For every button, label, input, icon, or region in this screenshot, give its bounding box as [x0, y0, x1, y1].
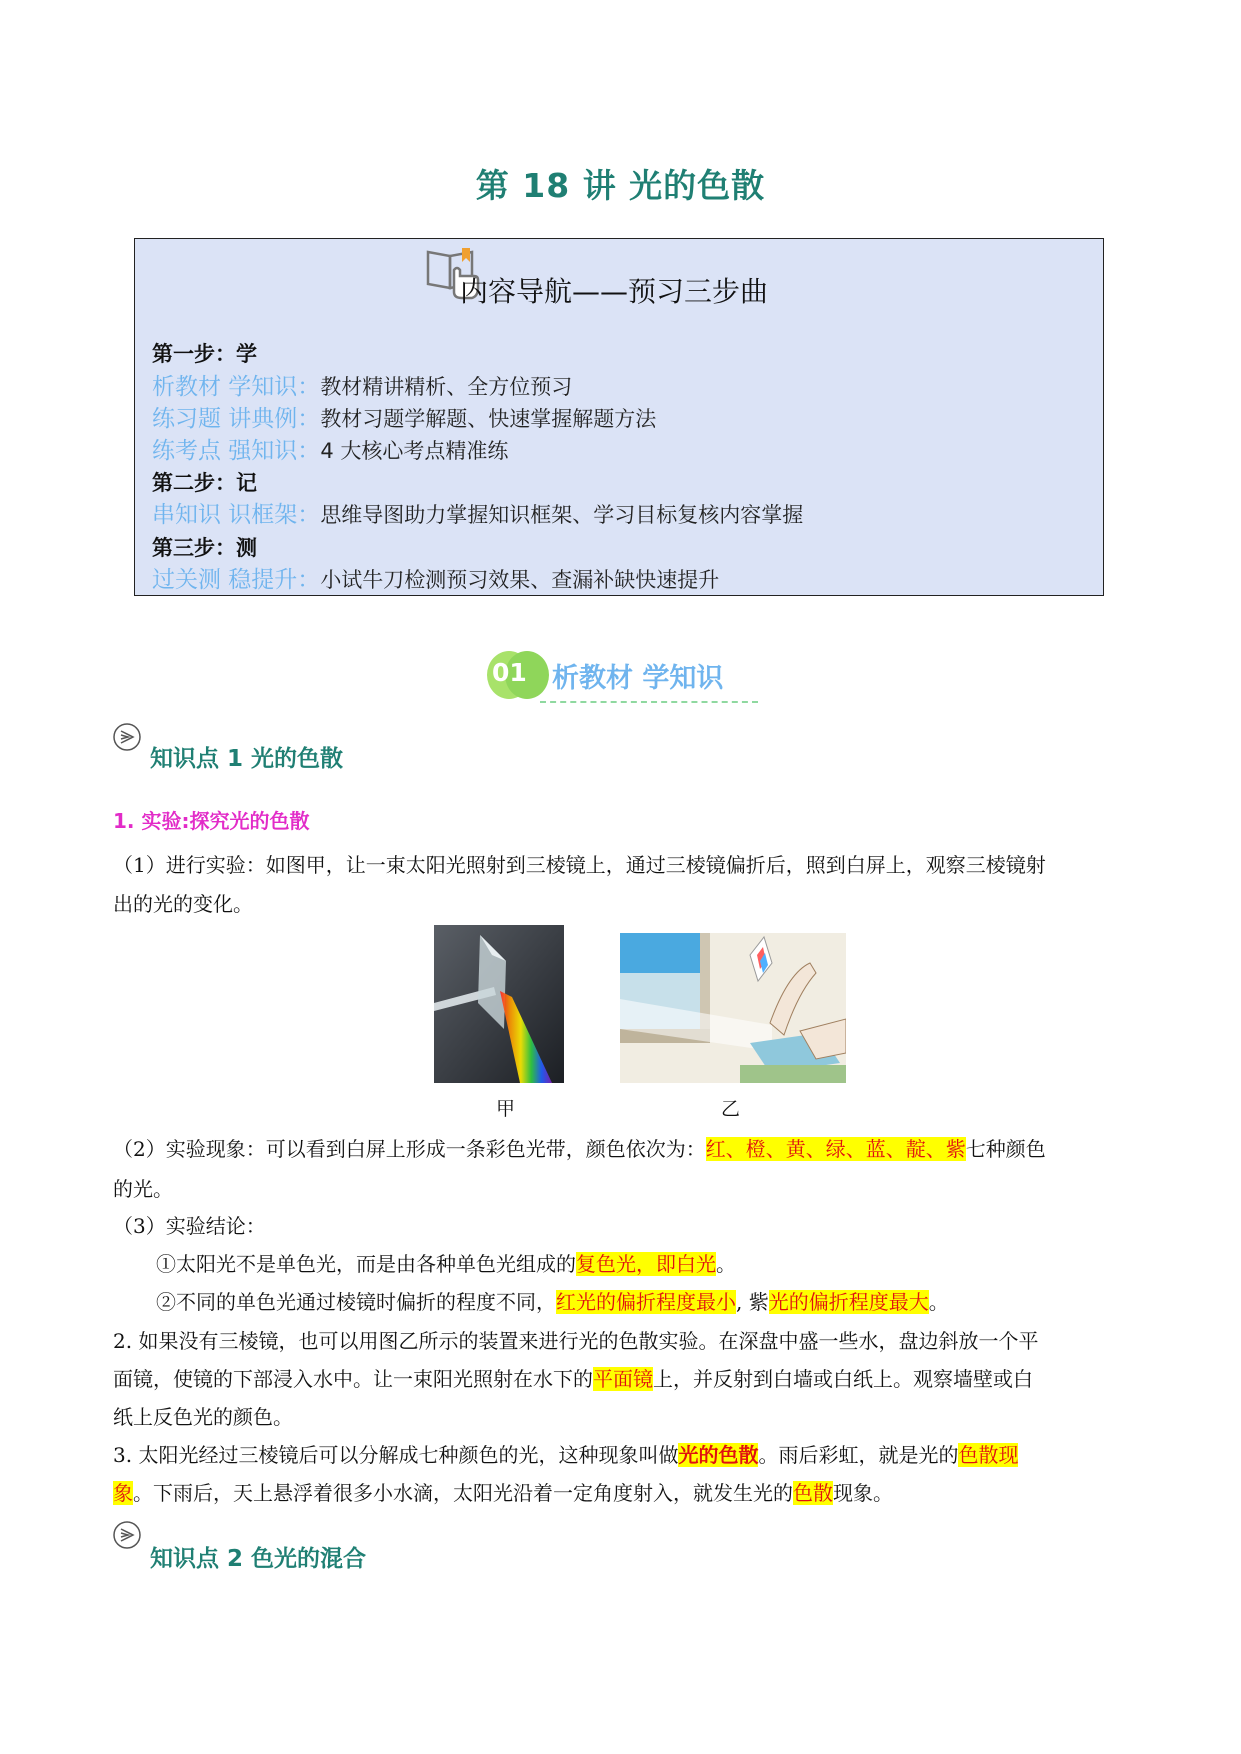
- mirror-water-figure: [620, 933, 846, 1083]
- conclusion-1-highlight: 复色光，即白光: [576, 1252, 716, 1276]
- figure-caption-yi: 乙: [721, 1098, 741, 1120]
- conclusion-2-highlight-1: 红光的偏折程度最小: [556, 1290, 736, 1314]
- knowledge-point-1-title: 知识点 1 光的色散: [150, 746, 344, 772]
- nav-row-2-label: 练习题 讲典例：: [152, 406, 321, 432]
- exp-para-2a: [113, 1130, 1046, 1168]
- arrow-circle-icon: [112, 722, 142, 752]
- item-3-line-2-mid: 。下雨后，天上悬浮着很多小水滴，太阳光沿着一定角度射入，就发生光的: [133, 1481, 793, 1505]
- nav-row-1: [152, 371, 572, 403]
- navigation-heading: 内容导航——预习三步曲: [460, 275, 769, 308]
- section-underline: [540, 701, 758, 703]
- item-3-line-2-highlight-1: 象: [113, 1481, 133, 1505]
- conclusion-2-pre: ②不同的单色光通过棱镜时偏折的程度不同，: [156, 1290, 556, 1314]
- exp-para-1b: 出的光的变化。: [113, 892, 253, 916]
- item-2-line-2: [113, 1360, 1033, 1398]
- exp-para-1a: （1）进行实验：如图甲，让一束太阳光照射到三棱镜上，通过三棱镜偏折后，照到白屏上，观察三棱镜射: [113, 853, 1046, 877]
- nav-row-5: [152, 564, 719, 596]
- exp-para-2a-highlight: 红、橙、黄、绿、蓝、靛、紫: [705, 1137, 966, 1161]
- item-2-line-3: 纸上反色光的颜色。: [113, 1405, 293, 1429]
- figure-caption-jia: 甲: [496, 1098, 516, 1120]
- step-three-label: 第三步：测: [152, 536, 257, 560]
- nav-row-4-label: 串知识 识框架：: [152, 502, 321, 528]
- page-title: 第 18 讲 光的色散: [475, 166, 766, 205]
- nav-row-1-label: 析教材 学知识：: [152, 374, 321, 400]
- conclusion-2-mid: , 紫: [736, 1290, 769, 1314]
- item-3-line-1-mid: 。雨后彩虹，就是光的: [758, 1443, 959, 1467]
- nav-row-2: [152, 403, 656, 435]
- nav-row-3-label: 练考点 强知识：: [152, 438, 321, 464]
- item-3-line-1-pre: 3. 太阳光经过三棱镜后可以分解成七种颜色的光，这种现象叫做: [113, 1443, 679, 1467]
- prism-figure: [434, 925, 564, 1083]
- nav-row-3: [152, 435, 508, 467]
- nav-row-1-desc: 教材精讲精析、全方位预习: [320, 375, 573, 399]
- nav-row-2-desc: 教材习题学解题、快速掌握解题方法: [320, 407, 657, 431]
- item-2-line-2-highlight: 平面镜: [593, 1367, 653, 1391]
- conclusion-2-highlight-2: 光的偏折程度最大: [768, 1290, 929, 1314]
- exp-para-3: （3）实验结论：: [113, 1214, 266, 1238]
- nav-row-5-label: 过关测 稳提升：: [152, 567, 321, 593]
- knowledge-point-2-title: 知识点 2 色光的混合: [150, 1546, 367, 1572]
- item-3-line-1: [113, 1436, 1018, 1474]
- nav-row-5-desc: 小试牛刀检测预习效果、查漏补缺快速提升: [320, 568, 720, 592]
- nav-row-3-desc: 4 大核心考点精准练: [320, 439, 509, 463]
- experiment-heading: 1. 实验:探究光的色散: [113, 809, 310, 833]
- nav-row-4: [152, 499, 803, 531]
- exp-para-2a-pre: （2）实验现象：可以看到白屏上形成一条彩色光带，颜色依次为：: [113, 1137, 706, 1161]
- item-2-line-1: 2. 如果没有三棱镜，也可以用图乙所示的装置来进行光的色散实验。在深盘中盛一些水，盘边斜放一个平: [113, 1329, 1039, 1353]
- step-two-label: 第二步：记: [152, 471, 257, 495]
- section-number: 01: [492, 658, 527, 687]
- item-2-line-2-pre: 面镜，使镜的下部浸入水中。让一束阳光照射在水下的: [113, 1367, 593, 1391]
- item-2-line-2-post: 上，并反射到白墙或白纸上。观察墙壁或白: [653, 1367, 1033, 1391]
- exp-para-2a-post: 七种颜色: [965, 1137, 1046, 1161]
- item-3-line-2-highlight-2: 色散: [793, 1481, 833, 1505]
- item-3-line-1-highlight-1: 光的色散: [678, 1443, 759, 1467]
- exp-para-2b: 的光。: [113, 1177, 173, 1201]
- arrow-circle-icon: [112, 1520, 142, 1550]
- conclusion-1: [156, 1245, 736, 1283]
- item-3-line-2: [113, 1474, 893, 1512]
- item-3-line-1-highlight-2: 色散现: [958, 1443, 1019, 1467]
- section-label: 析教材 学知识: [552, 663, 724, 694]
- conclusion-1-post: 。: [716, 1252, 736, 1276]
- item-3-line-2-post: 现象。: [833, 1481, 893, 1505]
- nav-row-4-desc: 思维导图助力掌握知识框架、学习目标复核内容掌握: [320, 503, 804, 527]
- conclusion-2-post: 。: [928, 1290, 949, 1314]
- conclusion-2: [156, 1283, 949, 1321]
- conclusion-1-pre: ①太阳光不是单色光，而是由各种单色光组成的: [156, 1252, 576, 1276]
- step-one-label: 第一步：学: [152, 342, 257, 366]
